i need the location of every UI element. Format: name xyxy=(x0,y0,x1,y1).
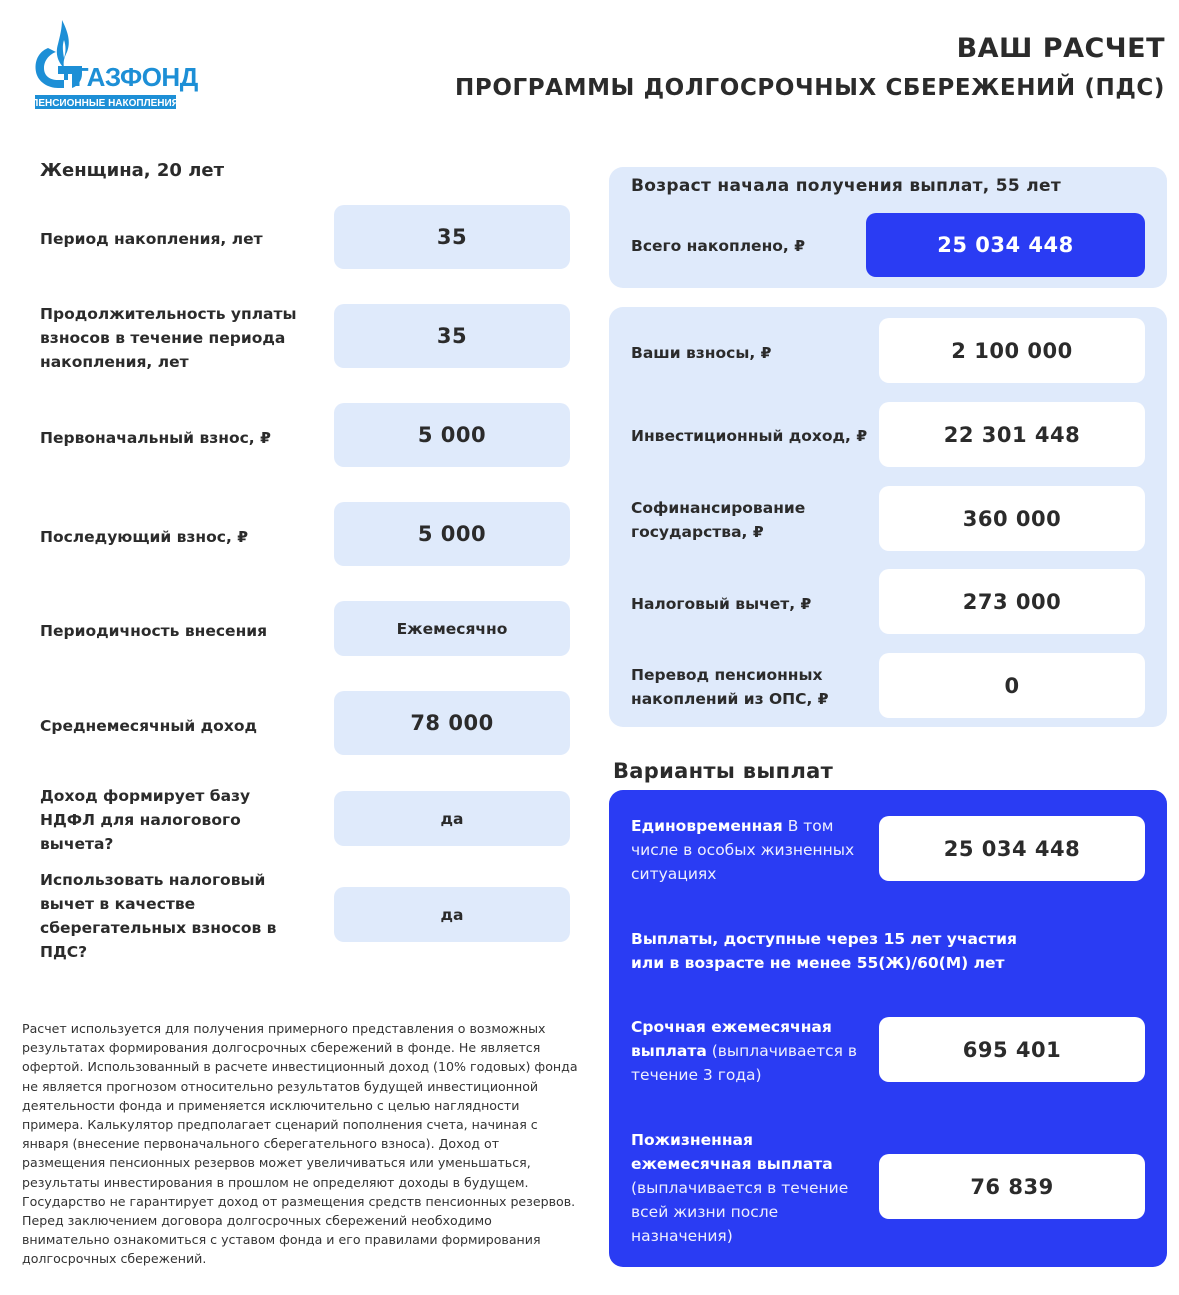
payout-age-heading: Возраст начала получения выплат, 55 лет xyxy=(631,176,1061,196)
value-initial-contribution: 5 000 xyxy=(334,403,570,467)
term-payout-label: Срочная ежемесячная выплата (выплачивается в течение 3 года) xyxy=(631,1018,858,1084)
payout-options-heading: Варианты выплат xyxy=(613,759,834,783)
term-payout-value: 695 401 xyxy=(879,1017,1145,1082)
label-contribution-duration: Продолжительность уплаты взносов в течение периода накопления, лет xyxy=(40,305,297,371)
total-accumulated-value: 25 034 448 xyxy=(866,213,1145,277)
label-initial-contribution: Первоначальный взнос, ₽ xyxy=(40,429,271,447)
label-subsequent-contribution: Последующий взнос, ₽ xyxy=(40,528,249,546)
ops-transfer-value: 0 xyxy=(879,653,1145,718)
gazfond-logo xyxy=(31,18,198,112)
value-monthly-income: 78 000 xyxy=(334,691,570,755)
lump-sum-value: 25 034 448 xyxy=(879,816,1145,881)
svg-text:ГАЗФОНД: ГАЗФОНД xyxy=(74,62,198,92)
label-accumulation-period: Период накопления, лет xyxy=(40,230,263,248)
lump-sum-label: Единовременная В том числе в особых жизненных ситуациях xyxy=(631,817,855,883)
lifetime-payout-label: Пожизненная ежемесячная выплата (выплачивается в течение всей жизни после назначения) xyxy=(631,1131,849,1245)
investment-income-label: Инвестиционный доход, ₽ xyxy=(631,427,868,445)
logo-graphic xyxy=(31,18,198,112)
tax-deduction-label: Налоговый вычет, ₽ xyxy=(631,595,812,613)
page-title: ВАШ РАСЧЕТ xyxy=(956,33,1165,64)
page-subtitle: ПРОГРАММЫ ДОЛГОСРОЧНЫХ СБЕРЕЖЕНИЙ (ПДС) xyxy=(455,75,1165,101)
label-ndfl-base: Доход формирует базу НДФЛ для налогового вычета? xyxy=(40,787,251,853)
tax-deduction-value: 273 000 xyxy=(879,569,1145,634)
lifetime-payout-value: 76 839 xyxy=(879,1154,1145,1219)
value-use-tax-deduction: да xyxy=(334,887,570,942)
label-frequency: Периодичность внесения xyxy=(40,622,268,640)
value-accumulation-period: 35 xyxy=(334,205,570,269)
ops-transfer-label: Перевод пенсионных накоплений из ОПС, ₽ xyxy=(631,666,829,708)
disclaimer-text: Расчет используется для получения примерного представления о возможных результатах формирования долгосрочных сбережений в фонде. Не является офертой. Использованный в расчете инвестиционный доход (10% годовых) фонда не является прогнозом относительно результатов будущей инвестиционной деятельности фонда и применяется исключительно с целью наглядности примера. Калькулятор предполагает сценарий пополнения счета, начиная с января (внесение первоначального сберегательного взноса). Доход от размещения пенсионных резервов может увеличиваться или уменьшаться, результаты инвестирования в прошлом не определяют доходы в будущем. Государство не гарантирует доход от размещения средств пенсионных резервов. Перед заключением договора долгосрочных сбережений необходимо внимательно ознакомиться с уставом фонда и его правилами формирования долгосрочных сбережений. xyxy=(22,1021,578,1267)
state-cofinancing-value: 360 000 xyxy=(879,486,1145,551)
label-monthly-income: Среднемесячный доход xyxy=(40,717,257,735)
investment-income-value: 22 301 448 xyxy=(879,402,1145,467)
total-accumulated-label: Всего накоплено, ₽ xyxy=(631,237,805,255)
profile-heading: Женщина, 20 лет xyxy=(40,160,225,181)
svg-text:ПЕНСИОННЫЕ НАКОПЛЕНИЯ: ПЕНСИОННЫЕ НАКОПЛЕНИЯ xyxy=(31,98,179,109)
your-contributions-value: 2 100 000 xyxy=(879,318,1145,383)
value-contribution-duration: 35 xyxy=(334,304,570,368)
state-cofinancing-label: Софинансирование государства, ₽ xyxy=(631,499,806,541)
your-contributions-label: Ваши взносы, ₽ xyxy=(631,344,772,362)
value-ndfl-base: да xyxy=(334,791,570,846)
label-use-tax-deduction: Использовать налоговый вычет в качестве сберегательных взносов в ПДС? xyxy=(40,871,277,961)
payout-availability-note: Выплаты, доступные через 15 лет участия или в возрасте не менее 55(Ж)/60(М) лет xyxy=(631,930,1017,972)
value-subsequent-contribution: 5 000 xyxy=(334,502,570,566)
value-frequency: Ежемесячно xyxy=(334,601,570,656)
